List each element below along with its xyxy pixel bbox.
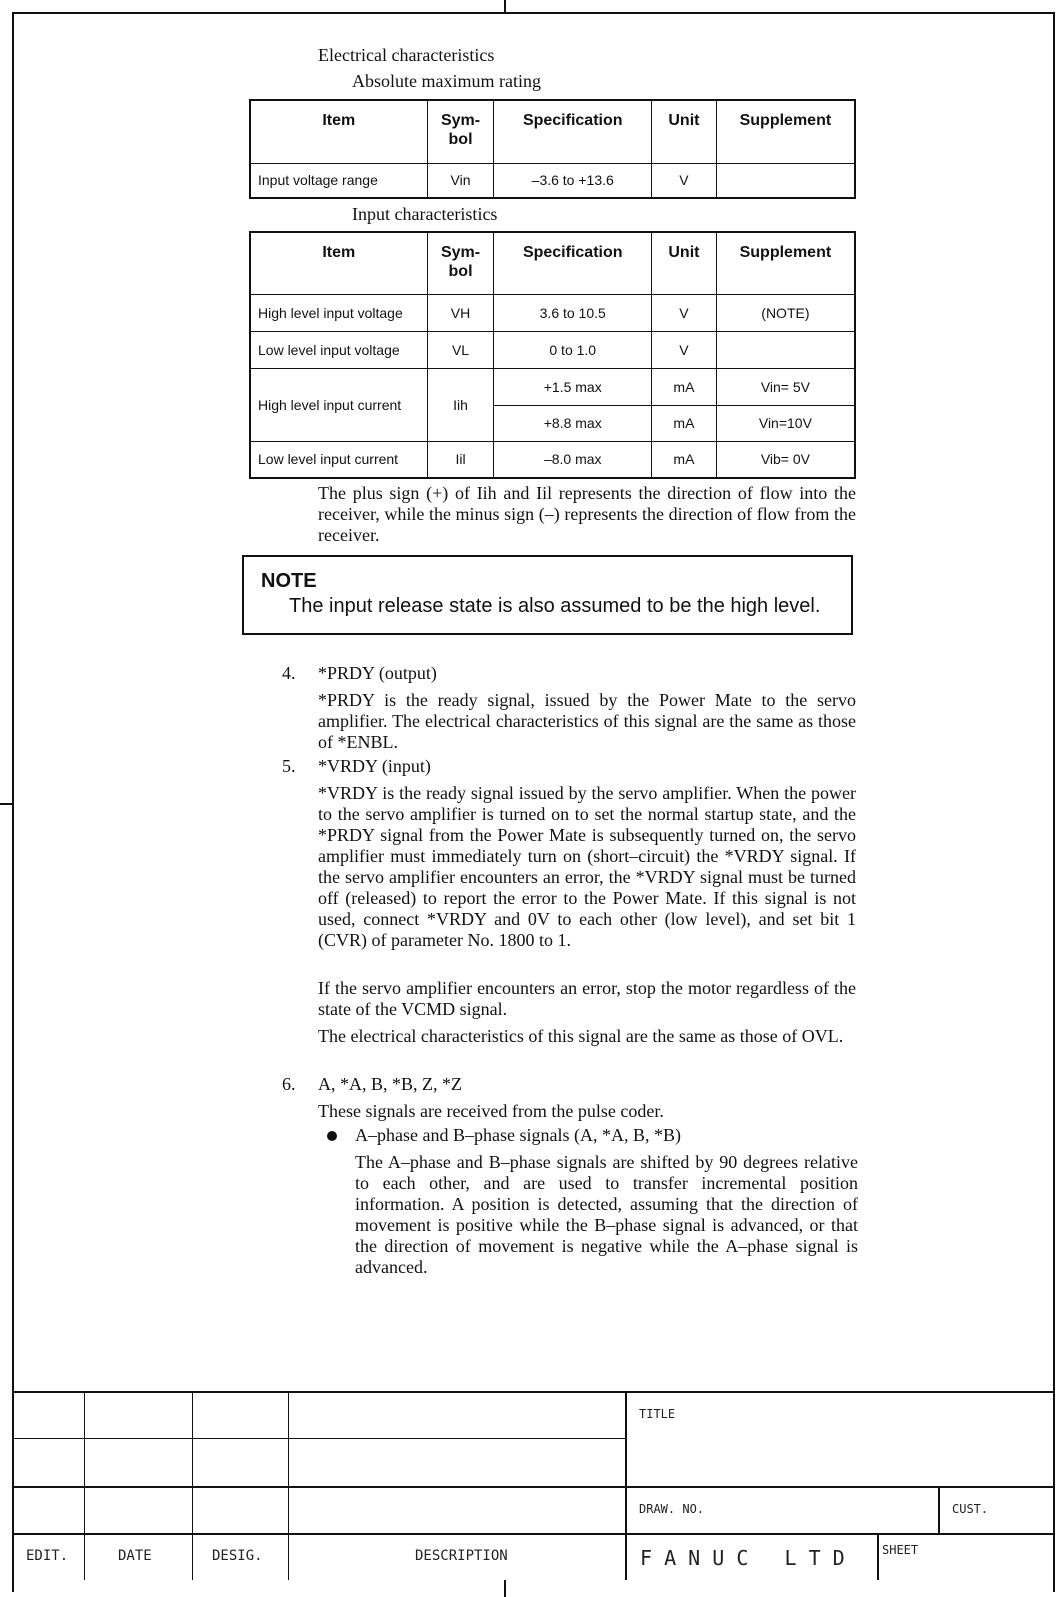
item-6-title: A, *A, B, *B, Z, *Z	[318, 1074, 462, 1094]
header-specification: Specification	[494, 100, 652, 163]
cell-item: High level input current	[250, 368, 427, 441]
item-5-title: *VRDY (input)	[318, 756, 431, 776]
tb-desig-label: DESIG.	[212, 1548, 263, 1564]
tb-col-line-2	[192, 1391, 193, 1580]
cell-supplement	[716, 331, 855, 368]
note-box	[242, 555, 853, 635]
cell-spec: +1.5 max	[494, 368, 652, 405]
tb-cust-label: CUST.	[952, 1502, 989, 1516]
cell-unit: mA	[652, 405, 717, 441]
cell-item: Input voltage range	[250, 163, 427, 198]
cell-unit: V	[652, 331, 717, 368]
cell-spec: 0 to 1.0	[494, 331, 652, 368]
table-row	[250, 331, 855, 368]
tb-description-label: DESCRIPTION	[415, 1548, 508, 1564]
title-block	[12, 1391, 1055, 1580]
tb-col-line-6	[877, 1533, 879, 1580]
cell-supplement: Vin= 5V	[716, 368, 855, 405]
tb-row-line-3	[12, 1533, 1055, 1535]
tb-col-line-3	[288, 1391, 289, 1580]
item-4-title: *PRDY (output)	[318, 663, 437, 683]
bullet-body: The A–phase and B–phase signals are shifted by 90 degrees relative to each other, and are used to transfer incremental position information. A position is detected, assuming that the direction of movement is positive while the B–phase signal is advanced, or that the direction of movement is negative while the A–phase signal is advanced.	[355, 1152, 858, 1277]
tb-col-line-5	[938, 1486, 940, 1534]
tb-draw-no-label: DRAW. NO.	[639, 1502, 705, 1516]
cell-symbol: VL	[427, 331, 494, 368]
note-title: NOTE	[261, 570, 317, 592]
cell-symbol: VH	[427, 294, 494, 331]
cell-spec: –3.6 to +13.6	[494, 163, 652, 198]
bullet-icon	[327, 1131, 337, 1141]
header-unit: Unit	[652, 100, 717, 163]
tb-date-label: DATE	[118, 1548, 152, 1564]
table-row	[250, 294, 855, 331]
header-symbol: Sym- bol	[427, 232, 494, 294]
item-5-body-2: If the servo amplifier encounters an error, stop the motor regardless of the state of the VCMD signal.	[318, 978, 856, 1019]
cell-supplement: (NOTE)	[716, 294, 855, 331]
tb-row-line-2	[12, 1486, 1055, 1488]
cell-spec: 3.6 to 10.5	[494, 294, 652, 331]
header-item: Item	[250, 100, 427, 163]
header-supplement: Supplement	[716, 100, 855, 163]
header-specification: Specification	[494, 232, 652, 294]
center-mark-left	[0, 803, 12, 805]
cell-supplement: Vin=10V	[716, 405, 855, 441]
abs-max-heading: Absolute maximum rating	[352, 71, 541, 91]
tb-top-line	[12, 1391, 1055, 1393]
tb-sheet-label: SHEET	[882, 1543, 919, 1557]
header-item: Item	[250, 232, 427, 294]
cell-supplement	[716, 163, 855, 198]
tb-company: F A N U C L T D	[640, 1546, 845, 1570]
table-row	[250, 368, 855, 405]
cell-symbol: Vin	[427, 163, 494, 198]
center-mark-bottom	[504, 1580, 506, 1597]
header-symbol: Sym- bol	[427, 100, 494, 163]
cell-item: Low level input current	[250, 441, 427, 478]
abs-max-table	[249, 99, 856, 199]
tb-row-line-1	[12, 1438, 625, 1439]
cell-symbol: Iil	[427, 441, 494, 478]
tb-title-label: TITLE	[639, 1407, 676, 1421]
page-frame-right	[1053, 12, 1055, 1592]
input-char-heading: Input characteristics	[352, 204, 498, 224]
tb-edit-label: EDIT.	[26, 1548, 69, 1564]
item-5-body-3: The electrical characteristics of this signal are the same as those of OVL.	[318, 1026, 844, 1046]
cell-item: Low level input voltage	[250, 331, 427, 368]
header-unit: Unit	[652, 232, 717, 294]
table-header-row	[250, 100, 855, 163]
table-header-row	[250, 232, 855, 294]
cell-spec: +8.8 max	[494, 405, 652, 441]
bullet-title: A–phase and B–phase signals (A, *A, B, *B)	[355, 1125, 681, 1145]
cell-unit: mA	[652, 441, 717, 478]
note-text: The input release state is also assumed to be the high level.	[289, 595, 821, 617]
cell-unit: mA	[652, 368, 717, 405]
cell-unit: V	[652, 294, 717, 331]
cell-unit: V	[652, 163, 717, 198]
tb-col-line-1	[84, 1391, 85, 1580]
cell-spec: –8.0 max	[494, 441, 652, 478]
item-4-number: 4.	[282, 663, 296, 683]
item-6-number: 6.	[282, 1074, 296, 1094]
table-row	[250, 441, 855, 478]
tb-col-line-4	[625, 1391, 627, 1580]
table-row	[250, 163, 855, 198]
center-mark-top	[504, 0, 506, 12]
input-char-table	[249, 231, 856, 479]
cell-symbol: Iih	[427, 368, 494, 441]
item-6-intro: These signals are received from the pulse coder.	[318, 1101, 664, 1121]
cell-supplement: Vib= 0V	[716, 441, 855, 478]
section-heading: Electrical characteristics	[318, 45, 495, 65]
item-5-body-1: *VRDY is the ready signal issued by the servo amplifier. When the power to the servo amplifier is turned on to set the normal startup state, and the *PRDY signal from the Power Mate is subsequently turned on, the servo amplifier must immediately turn on (short–circuit) the *VRDY signal. If the servo amplifier encounters an error, the *VRDY signal must be turned off (released) to report the error to the Power Mate. If this signal is not used, connect *VRDY and 0V to each other (low level), and set bit 1 (CVR) of parameter No. 1800 to 1.	[318, 783, 856, 950]
item-5-number: 5.	[282, 756, 296, 776]
item-4-body: *PRDY is the ready signal, issued by the Power Mate to the servo amplifier. The electrical characteristics of this signal are the same as those of *ENBL.	[318, 690, 856, 752]
header-supplement: Supplement	[716, 232, 855, 294]
cell-item: High level input voltage	[250, 294, 427, 331]
sign-note-paragraph: The plus sign (+) of Iih and Iil represents the direction of flow into the receiver, while the minus sign (–) represents the direction of flow from the receiver.	[318, 483, 856, 545]
